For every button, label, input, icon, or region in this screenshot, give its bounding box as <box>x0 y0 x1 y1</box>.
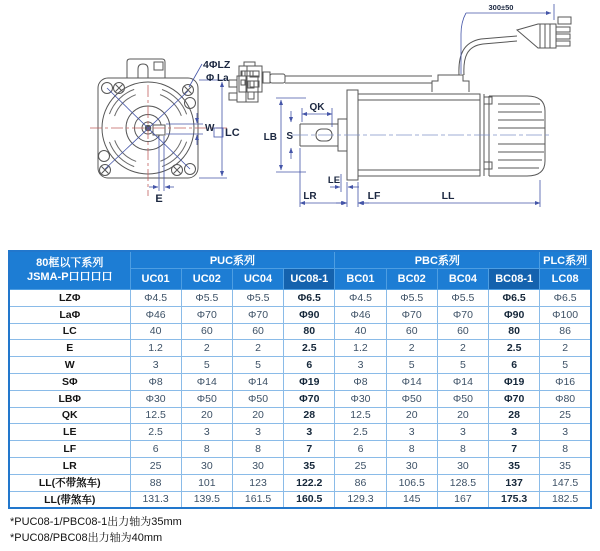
value-cell: 6 <box>284 357 335 374</box>
terminal-block <box>127 59 165 78</box>
value-cell: 3 <box>386 424 437 441</box>
label-lb: LB <box>263 132 277 143</box>
series-header-2: PLC系列 <box>540 251 591 269</box>
spec-table <box>8 250 592 509</box>
table-row <box>9 491 591 508</box>
value-cell: 60 <box>437 323 488 340</box>
value-cell: Φ46 <box>130 306 181 323</box>
row-label: LZΦ <box>9 290 130 307</box>
series-header-row <box>9 251 591 269</box>
value-cell: Φ4.5 <box>335 290 386 307</box>
value-cell: 25 <box>335 457 386 474</box>
value-cell: 86 <box>540 323 591 340</box>
value-cell: 30 <box>437 457 488 474</box>
value-cell: 1.2 <box>335 340 386 357</box>
value-cell: Φ30 <box>130 390 181 407</box>
model-header-BC01: BC01 <box>335 269 386 290</box>
motor-side-view <box>239 17 571 180</box>
value-cell: Φ5.5 <box>386 290 437 307</box>
label-lf: LF <box>367 190 381 202</box>
value-cell: 8 <box>181 441 232 458</box>
value-cell: Φ8 <box>335 373 386 390</box>
value-cell: 35 <box>284 457 335 474</box>
value-cell: 131.3 <box>130 491 181 508</box>
value-cell: 20 <box>437 407 488 424</box>
value-cell: 3 <box>181 424 232 441</box>
value-cell: Φ14 <box>386 373 437 390</box>
value-cell: 6 <box>130 441 181 458</box>
value-cell: 88 <box>130 474 181 491</box>
spec-table-body <box>9 290 591 508</box>
value-cell: 145 <box>386 491 437 508</box>
value-cell: 5 <box>181 357 232 374</box>
value-cell: 86 <box>335 474 386 491</box>
series-header-0: PUC系列 <box>130 251 335 269</box>
row-label: LC <box>9 323 130 340</box>
value-cell: 3 <box>335 357 386 374</box>
value-cell: 122.2 <box>284 474 335 491</box>
value-cell: 1.2 <box>130 340 181 357</box>
series-header-1: PBC系列 <box>335 251 540 269</box>
power-cable <box>459 36 517 75</box>
value-cell: Φ14 <box>181 373 232 390</box>
value-cell: Φ50 <box>386 390 437 407</box>
table-row <box>9 290 591 307</box>
value-cell: Φ6.5 <box>540 290 591 307</box>
value-cell: 2 <box>181 340 232 357</box>
value-cell: Φ46 <box>335 306 386 323</box>
value-cell: 6 <box>489 357 540 374</box>
value-cell: 60 <box>232 323 283 340</box>
value-cell: 30 <box>181 457 232 474</box>
label-s: S <box>286 131 293 142</box>
label-mount-holes: 4ΦLZ <box>203 59 231 71</box>
value-cell: 25 <box>540 407 591 424</box>
table-row <box>9 457 591 474</box>
value-cell: 3 <box>437 424 488 441</box>
corner-title-line1: 80框以下系列 <box>36 257 104 269</box>
value-cell: 101 <box>181 474 232 491</box>
rear-housing <box>489 96 545 176</box>
value-cell: 2.5 <box>130 424 181 441</box>
footnotes <box>10 515 182 546</box>
value-cell: 20 <box>232 407 283 424</box>
value-cell: 25 <box>130 457 181 474</box>
value-cell: 175.3 <box>489 491 540 508</box>
value-cell: Φ70 <box>386 306 437 323</box>
value-cell: Φ50 <box>232 390 283 407</box>
value-cell: 161.5 <box>232 491 283 508</box>
value-cell: 40 <box>130 323 181 340</box>
label-ll: LL <box>441 190 455 202</box>
value-cell: 80 <box>489 323 540 340</box>
value-cell: 7 <box>489 441 540 458</box>
value-cell: 2.5 <box>489 340 540 357</box>
label-offset-e: E <box>155 193 163 205</box>
value-cell: Φ90 <box>284 306 335 323</box>
value-cell: 7 <box>284 441 335 458</box>
label-lr: LR <box>303 191 317 202</box>
value-cell: 6 <box>335 441 386 458</box>
table-row <box>9 357 591 374</box>
value-cell: 8 <box>437 441 488 458</box>
label-le: LE <box>327 175 341 186</box>
encoder-cable <box>285 76 432 83</box>
value-cell: Φ5.5 <box>437 290 488 307</box>
label-keyway-width: W <box>205 123 215 134</box>
value-cell: 106.5 <box>386 474 437 491</box>
value-cell: 60 <box>386 323 437 340</box>
value-cell: 5 <box>232 357 283 374</box>
model-header-UC08-1: UC08-1 <box>284 269 335 290</box>
row-label: LL(不带煞车) <box>9 474 130 491</box>
row-label: LaΦ <box>9 306 130 323</box>
value-cell: Φ80 <box>540 390 591 407</box>
value-cell: 2 <box>386 340 437 357</box>
value-cell: 182.5 <box>540 491 591 508</box>
value-cell: Φ5.5 <box>181 290 232 307</box>
model-header-BC08-1: BC08-1 <box>489 269 540 290</box>
value-cell: 147.5 <box>540 474 591 491</box>
value-cell: 20 <box>386 407 437 424</box>
value-cell: 139.5 <box>181 491 232 508</box>
row-label: W <box>9 357 130 374</box>
table-row <box>9 474 591 491</box>
value-cell: 3 <box>130 357 181 374</box>
table-row <box>9 424 591 441</box>
value-cell: 8 <box>232 441 283 458</box>
value-cell: 137 <box>489 474 540 491</box>
label-frame-size: LC <box>225 127 240 139</box>
value-cell: 35 <box>540 457 591 474</box>
value-cell: 8 <box>386 441 437 458</box>
value-cell: 123 <box>232 474 283 491</box>
power-connector-icon <box>517 17 571 48</box>
row-label: QK <box>9 407 130 424</box>
model-header-BC02: BC02 <box>386 269 437 290</box>
dimension-drawing <box>0 0 600 248</box>
value-cell: Φ14 <box>437 373 488 390</box>
table-corner-title <box>9 251 130 290</box>
value-cell: 12.5 <box>335 407 386 424</box>
value-cell: Φ70 <box>232 306 283 323</box>
value-cell: 3 <box>284 424 335 441</box>
value-cell: 3 <box>540 424 591 441</box>
value-cell: 5 <box>437 357 488 374</box>
value-cell: 30 <box>386 457 437 474</box>
label-bolt-circle: Φ La <box>206 73 229 84</box>
value-cell: 28 <box>284 407 335 424</box>
value-cell: 2 <box>540 340 591 357</box>
value-cell: 2 <box>437 340 488 357</box>
value-cell: Φ5.5 <box>232 290 283 307</box>
value-cell: Φ70 <box>437 306 488 323</box>
value-cell: 160.5 <box>284 491 335 508</box>
table-row <box>9 323 591 340</box>
row-label: LL(带煞车) <box>9 491 130 508</box>
row-label: LE <box>9 424 130 441</box>
keyway-section <box>153 125 165 135</box>
value-cell: 20 <box>181 407 232 424</box>
cable-gland <box>432 75 469 92</box>
value-cell: 40 <box>335 323 386 340</box>
value-cell: Φ50 <box>437 390 488 407</box>
table-row <box>9 340 591 357</box>
value-cell: Φ70 <box>284 390 335 407</box>
value-cell: 129.3 <box>335 491 386 508</box>
label-cable-length: 300±50 <box>488 3 514 12</box>
table-row <box>9 407 591 424</box>
model-header-LC08: LC08 <box>540 269 591 290</box>
footnote-2: *PUC08/PBC08出力轴为40mm <box>10 531 163 544</box>
value-cell: 3 <box>489 424 540 441</box>
model-header-UC02: UC02 <box>181 269 232 290</box>
model-header-UC04: UC04 <box>232 269 283 290</box>
row-label: E <box>9 340 130 357</box>
value-cell: 80 <box>284 323 335 340</box>
table-row <box>9 373 591 390</box>
table-row <box>9 390 591 407</box>
label-qk: QK <box>309 102 325 113</box>
value-cell: 2.5 <box>284 340 335 357</box>
model-header-UC01: UC01 <box>130 269 181 290</box>
value-cell: 5 <box>540 357 591 374</box>
value-cell: 30 <box>232 457 283 474</box>
value-cell: Φ16 <box>540 373 591 390</box>
value-cell: 8 <box>540 441 591 458</box>
row-label: SΦ <box>9 373 130 390</box>
row-label: LF <box>9 441 130 458</box>
value-cell: Φ50 <box>181 390 232 407</box>
value-cell: 35 <box>489 457 540 474</box>
value-cell: Φ70 <box>489 390 540 407</box>
value-cell: Φ8 <box>130 373 181 390</box>
value-cell: Φ100 <box>540 306 591 323</box>
value-cell: 3 <box>232 424 283 441</box>
value-cell: Φ70 <box>181 306 232 323</box>
model-header-BC04: BC04 <box>437 269 488 290</box>
value-cell: Φ19 <box>489 373 540 390</box>
value-cell: Φ14 <box>232 373 283 390</box>
row-label: LBΦ <box>9 390 130 407</box>
footnote-1: *PUC08-1/PBC08-1出力轴为35mm <box>10 516 182 528</box>
value-cell: 2.5 <box>335 424 386 441</box>
corner-title-line2: JSMA-P口口口口 <box>26 270 113 283</box>
value-cell: Φ19 <box>284 373 335 390</box>
value-cell: 5 <box>386 357 437 374</box>
value-cell: 128.5 <box>437 474 488 491</box>
row-label: LR <box>9 457 130 474</box>
value-cell: Φ90 <box>489 306 540 323</box>
value-cell: 12.5 <box>130 407 181 424</box>
table-row <box>9 441 591 458</box>
value-cell: 2 <box>232 340 283 357</box>
value-cell: Φ6.5 <box>489 290 540 307</box>
table-row <box>9 306 591 323</box>
value-cell: Φ6.5 <box>284 290 335 307</box>
value-cell: 28 <box>489 407 540 424</box>
value-cell: Φ30 <box>335 390 386 407</box>
value-cell: 60 <box>181 323 232 340</box>
value-cell: 167 <box>437 491 488 508</box>
value-cell: Φ4.5 <box>130 290 181 307</box>
